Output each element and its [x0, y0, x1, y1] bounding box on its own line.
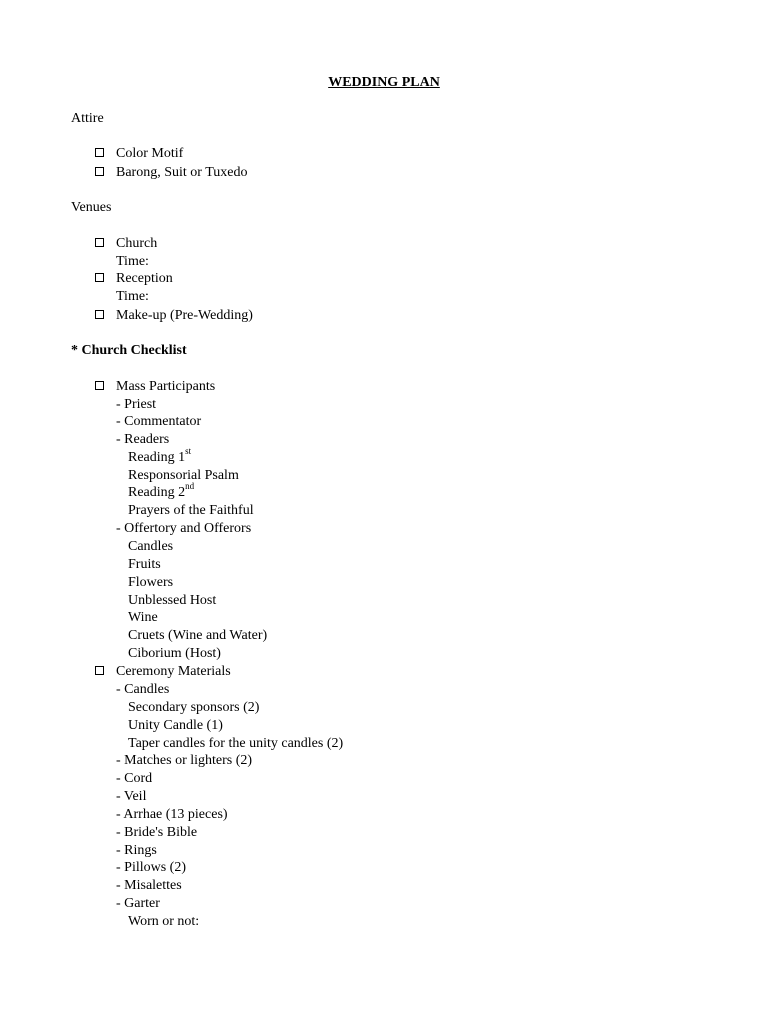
section-attire-heading: Attire: [71, 111, 104, 126]
list-item-offertory-wine: Wine: [128, 610, 158, 625]
list-item-matches: - Matches or lighters (2): [116, 753, 253, 768]
list-item-commentator: - Commentator: [116, 414, 202, 429]
church-time-label: Time:: [116, 254, 149, 269]
checklist-item-color-motif: [95, 145, 183, 163]
list-item-offertory-fruits: Fruits: [128, 557, 161, 572]
list-item-arrhae: - Arrhae (13 pieces): [116, 807, 228, 822]
checkbox-icon: [95, 381, 104, 390]
checklist-item-makeup: [95, 307, 253, 325]
checkbox-icon: [95, 310, 104, 319]
list-item-offertory-host: Unblessed Host: [128, 593, 217, 608]
list-item-offertory-flowers: Flowers: [128, 575, 174, 590]
item-label: Church: [116, 236, 158, 251]
list-item-priest: - Priest: [116, 397, 157, 412]
section-venues-heading: Venues: [71, 200, 112, 215]
item-label: Ceremony Materials: [116, 664, 231, 679]
list-item-veil: - Veil: [116, 789, 147, 804]
checklist-item-mass-participants: [95, 378, 215, 396]
list-item-reading-1: [128, 446, 192, 467]
list-item-unity-candle: Unity Candle (1): [128, 718, 223, 733]
item-label: Reception: [116, 271, 173, 286]
list-item-misalettes: - Misalettes: [116, 878, 182, 893]
list-item-brides-bible: - Bride's Bible: [116, 825, 198, 840]
reading-2-suffix: nd: [185, 481, 195, 492]
list-item-cord: - Cord: [116, 771, 153, 786]
list-item-candles: - Candles: [116, 682, 170, 697]
page-title: WEDDING PLAN: [328, 75, 440, 90]
checklist-item-attire-wear: [95, 164, 247, 182]
item-label: Make-up (Pre-Wedding): [116, 308, 253, 323]
checklist-item-reception: [95, 270, 173, 288]
reading-1-label: Reading 1: [128, 450, 186, 465]
list-item-offertory: - Offertory and Offerors: [116, 521, 252, 536]
item-label: Color Motif: [116, 146, 184, 161]
checklist-item-church: [95, 235, 157, 253]
checkbox-icon: [95, 666, 104, 675]
checklist-item-ceremony-materials: [95, 663, 231, 681]
list-item-prayers: Prayers of the Faithful: [128, 503, 254, 518]
list-item-taper-candles: Taper candles for the unity candles (2): [128, 736, 344, 751]
checkbox-icon: [95, 273, 104, 282]
reading-1-suffix: st: [185, 446, 192, 457]
list-item-pillows: - Pillows (2): [116, 860, 186, 875]
list-item-offertory-ciborium: Ciborium (Host): [128, 646, 221, 661]
list-item-offertory-cruets: Cruets (Wine and Water): [128, 628, 268, 643]
list-item-readers: - Readers: [116, 432, 170, 447]
reading-2-label: Reading 2: [128, 485, 186, 500]
checkbox-icon: [95, 148, 104, 157]
list-item-reading-2: [128, 481, 195, 502]
checkbox-icon: [95, 167, 104, 176]
list-item-rings: - Rings: [116, 843, 157, 858]
reception-time-label: Time:: [116, 289, 149, 304]
item-label: Mass Participants: [116, 379, 216, 394]
list-item-secondary-sponsors: Secondary sponsors (2): [128, 700, 260, 715]
item-label: Barong, Suit or Tuxedo: [116, 165, 248, 180]
section-church-checklist-heading: * Church Checklist: [71, 343, 187, 358]
checkbox-icon: [95, 238, 104, 247]
garter-note: Worn or not:: [128, 914, 200, 929]
list-item-offertory-candles: Candles: [128, 539, 174, 554]
list-item-responsorial-psalm: Responsorial Psalm: [128, 468, 239, 483]
list-item-garter: - Garter: [116, 896, 160, 911]
